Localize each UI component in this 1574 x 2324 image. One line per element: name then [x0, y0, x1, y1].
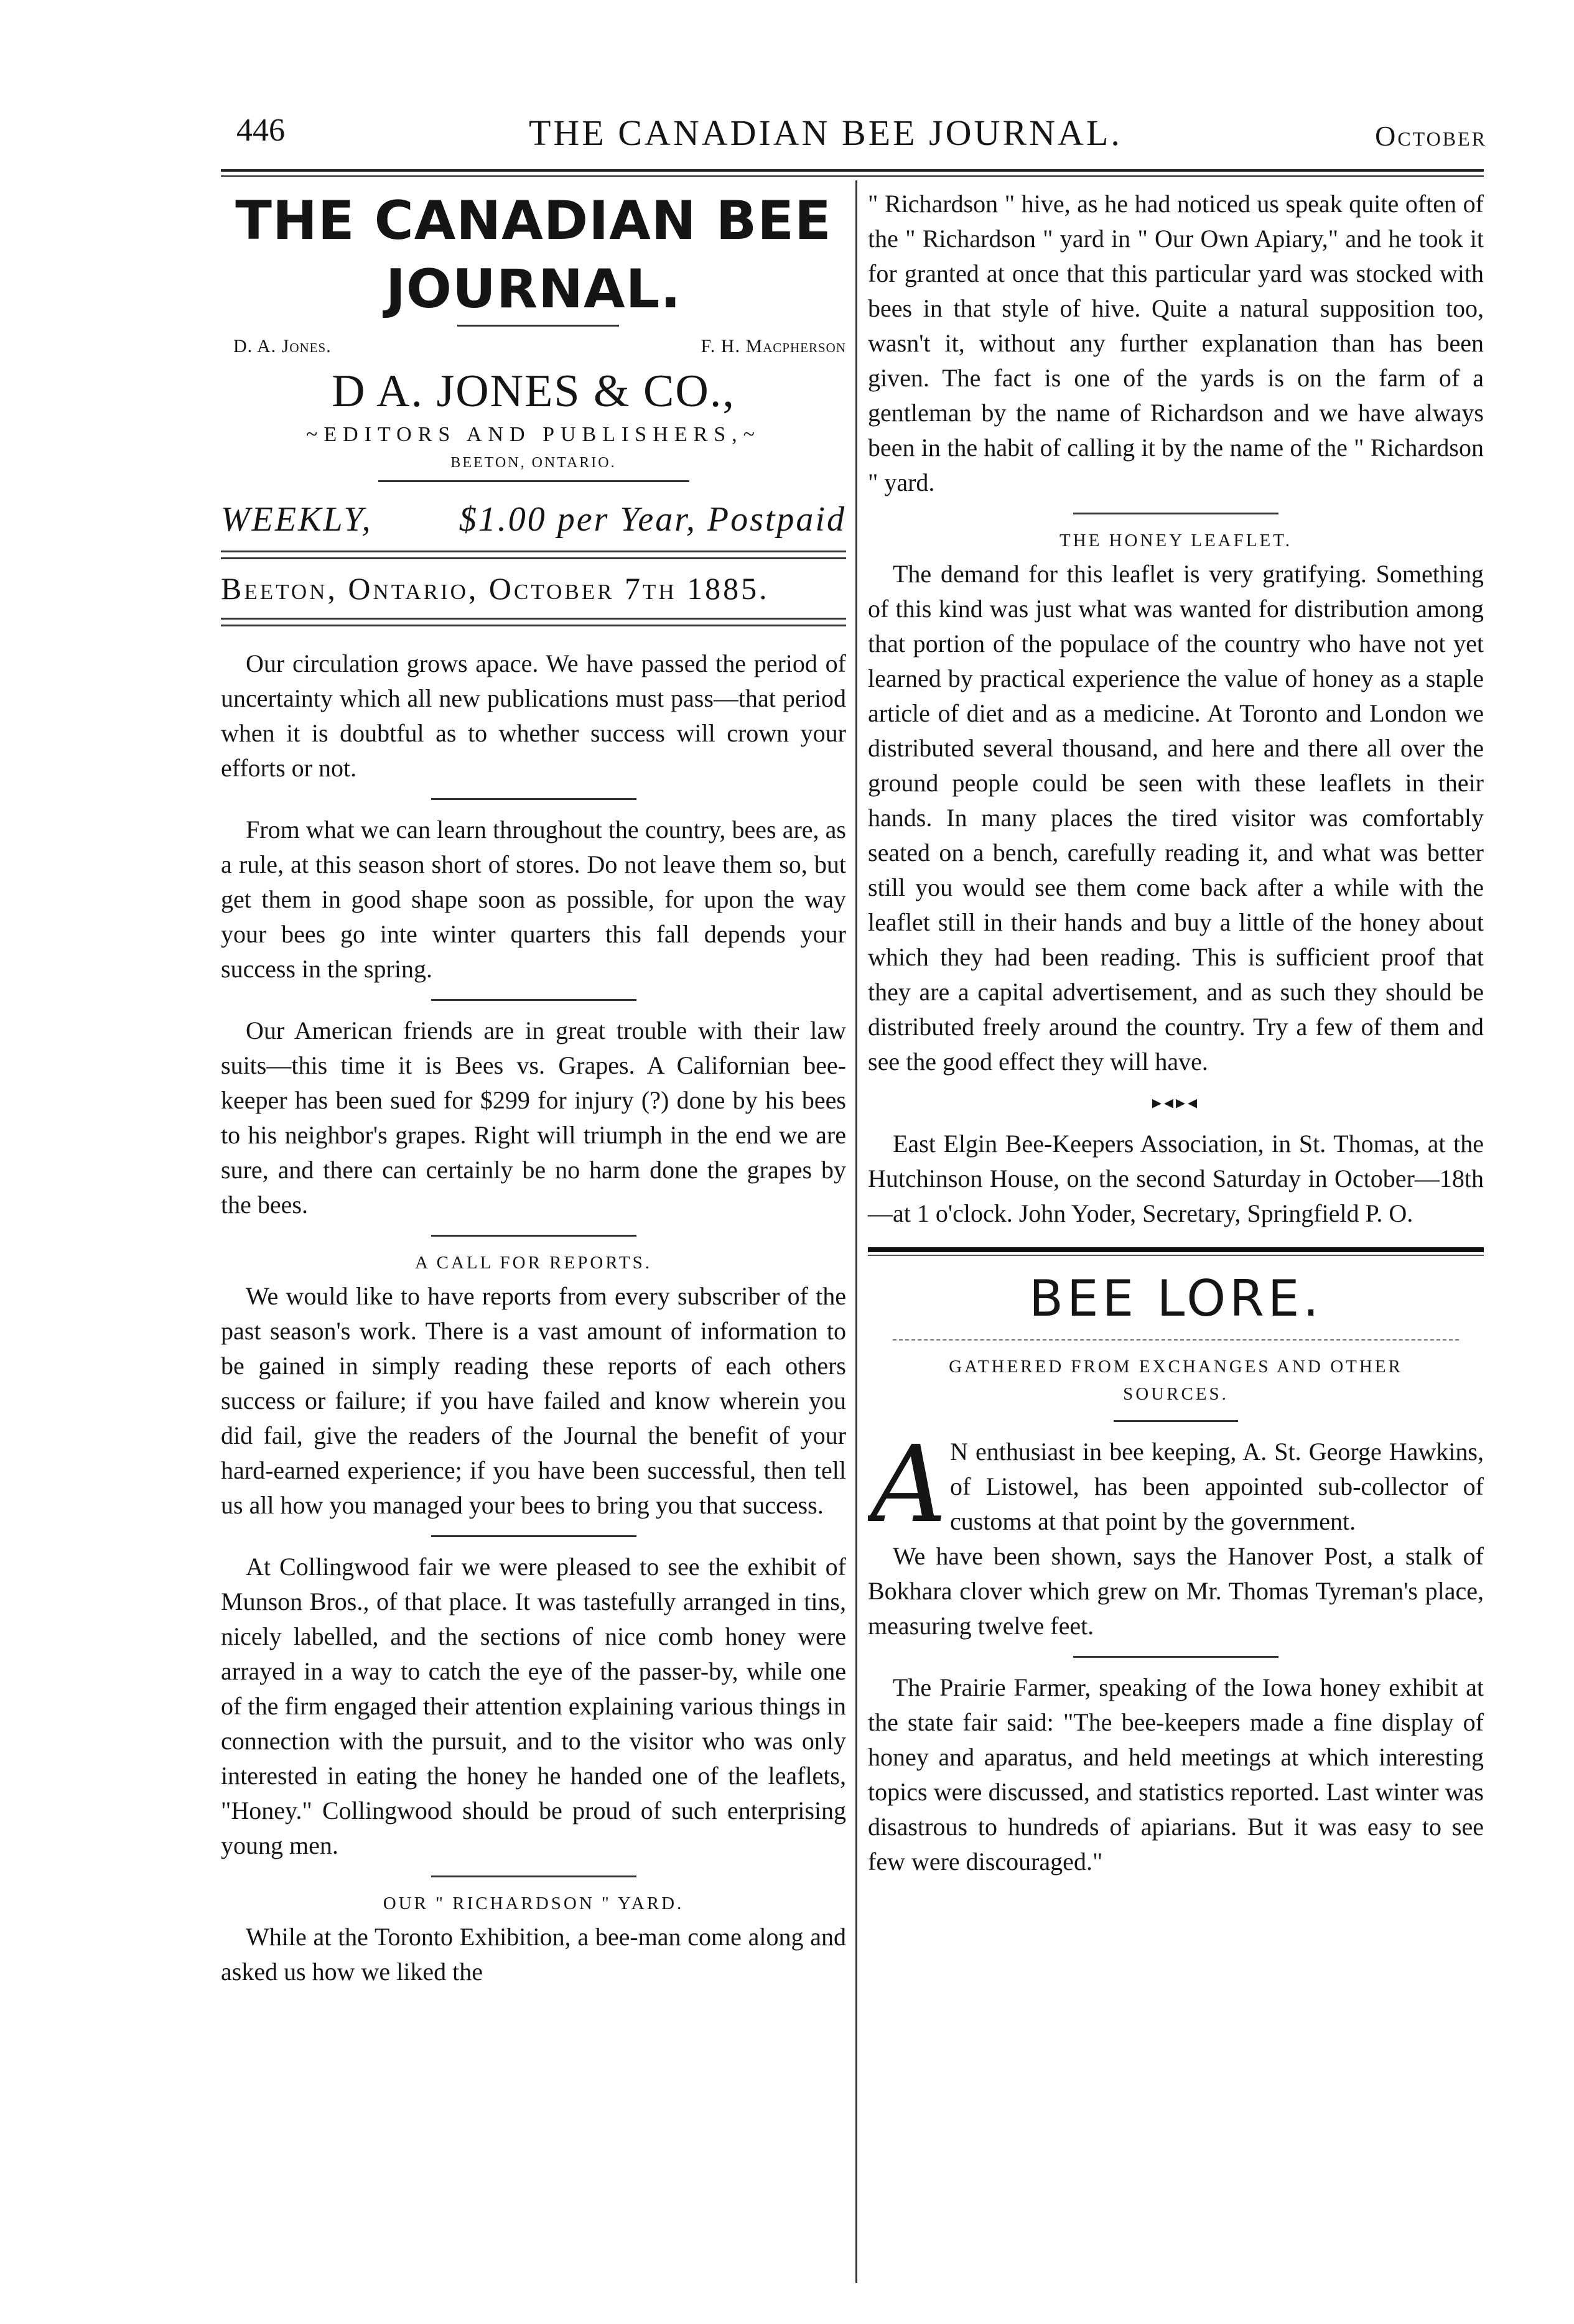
bee-lore-title: BEE LORE.: [1029, 1270, 1323, 1327]
publication-place: BEETON, ONTARIO.: [450, 455, 617, 471]
publisher-firm: D A. JONES & CO.,: [332, 366, 735, 417]
masthead-double-rule: [221, 551, 846, 559]
dateline-double-rule: [221, 618, 846, 626]
paragraph-prairie-farmer: The Prairie Farmer, speaking of the Iowa honey exhibit at the state fair said: "The bee-keepers made a fine display of honey and aparatus, and held meetings at which interesting topics were discussed, and statistics reported. Last winter was disastrous to hundreds of apiarians. But it was easy to see few were discouraged.": [868, 1673, 1484, 1875]
bee-lore-dashed-rule: [893, 1339, 1459, 1341]
bee-lore-thick-rule: [868, 1247, 1484, 1252]
paragraph-hawkins: N enthusiast in bee keeping, A. St. George Hawkins, of Listowel, has been appointed sub-collector of customs at that point by the government.: [950, 1438, 1484, 1535]
section-rule: [431, 798, 636, 800]
left-column: [221, 187, 846, 1989]
paragraph-bokhara-clover: We have been shown, says the Hanover Post, a stalk of Bokhara clover which grew on Mr. Thomas Tyreman's place, measuring twelve feet.: [868, 1542, 1484, 1640]
editor-right: F. H. Macpherson: [701, 336, 846, 356]
bee-lore-subtitle: GATHERED FROM EXCHANGES AND OTHER SOURCES.: [949, 1357, 1403, 1404]
paragraph-law-suits: Our American friends are in great trouble with their law suits—this time it is Bees vs. Grapes. A Californian bee-keeper has been sued for $299 for injury (?) done by his bees to his neighbor's grapes. Right will triumph in the end we are sure, and there can certainly be no harm done the grapes by the bees.: [221, 1016, 846, 1219]
masthead-title: THE CANADIAN BEE JOURNAL.: [235, 190, 832, 320]
drop-cap: A: [870, 1434, 947, 1539]
section-rule: [431, 1535, 636, 1537]
section-rule: [431, 1235, 636, 1237]
subscription-line: [221, 495, 846, 544]
right-column: [868, 187, 1484, 1879]
running-journal-title: THE CANADIAN BEE JOURNAL.: [529, 113, 1122, 153]
subscription-price: $1.00 per Year, Postpaid: [459, 500, 846, 539]
section-rule: [1073, 513, 1278, 514]
header-rule-thin: [221, 175, 1484, 177]
page-number: 446: [236, 113, 285, 148]
header-rule: [221, 169, 1484, 172]
heading-call-for-reports: A CALL FOR REPORTS.: [415, 1253, 652, 1273]
paragraph-toronto-exhibition: While at the Toronto Exhibition, a bee-man come along and asked us how we liked the: [221, 1923, 846, 1986]
editors-publishers-line: ~EDITORS AND PUBLISHERS,~: [305, 423, 761, 446]
bee-lore-thin-rule: [868, 1255, 1484, 1256]
paragraph-circulation: Our circulation grows apace. We have passed the period of uncertainty which all new publications must pass—that period when it is doubtful as to whether success will crown your efforts or not.: [221, 649, 846, 782]
column-divider: [855, 180, 857, 2283]
section-rule: [431, 1875, 636, 1877]
paragraph-richardson-hive: " Richardson " hive, as he had noticed us speak quite often of the " Richardson " yard in " Our Own Apiary," and he took it for granted at once that this particular yard was stocked with bees in that style of hive. Quite a natural supposition too, wasn't it, without any further explanation than has been given. The fact is one of the yards is on the farm of a gentleman by the name of Richardson and we have always been in the habit of calling it by the name of the " Richardson " yard.: [868, 190, 1484, 496]
editors-row: [221, 336, 846, 363]
heading-honey-leaflet: THE HONEY LEAFLET.: [1059, 531, 1293, 551]
running-header: [236, 112, 1487, 162]
section-rule: [431, 999, 636, 1001]
hawkins-item: [868, 1434, 1484, 1539]
section-rule: [1114, 1420, 1238, 1422]
paragraph-short-of-stores: From what we can learn throughout the country, bees are, as a rule, at this season short of stores. Do not leave them so, but get them in good shape soon as possible, for upon the way your bees go inte winter quarters this fall depends your success in the spring.: [221, 816, 846, 983]
frequency: WEEKLY,: [221, 500, 373, 539]
paragraph-honey-leaflet: The demand for this leaflet is very gratifying. Something of this kind was just what was wanted for distribution among that portion of the populace of the country who have not yet learned by practical experience the value of honey as a staple article of diet and as a medicine. At Toronto and London we distributed several thousand, and here and there all over the ground people could be seen with these leaflets in their hands. In many places the tired visitor was comfortably seated on a bench, carefully reading it, and what was better still you would see them come back after a while with the leaflet still in their hands and buy a little of the honey about which they had been reading. This is sufficient proof that they are a capital advertisement, and as such they should be distributed freely around the country. Try a few of them and see the good effect they will have.: [868, 560, 1484, 1076]
paragraph-east-elgin: East Elgin Bee-Keepers Association, in St. Thomas, at the Hutchinson House, on the second Saturday in October—18th—at 1 o'clock. John Yoder, Secretary, Springfield P. O.: [868, 1130, 1484, 1227]
editor-left: D. A. Jones.: [233, 336, 332, 356]
paragraph-collingwood-fair: At Collingwood fair we were pleased to see the exhibit of Munson Bros., of that place. It was tastefully arranged in tins, nicely labelled, and the sections of nice comb honey were arrayed in a way to catch the eye of the passer-by, while one of the firm engaged their attention explaining various things in connection with the pursuit, and to the visitor who was only interested in eating the honey he handed one of the leaflets, "Honey." Collingwood should be proud of such enterprising young men.: [221, 1553, 846, 1859]
masthead-divider: [378, 480, 689, 482]
ornament-divider: ▸◂▸◂: [1152, 1092, 1200, 1113]
section-rule: [1073, 1656, 1278, 1658]
running-month: October: [1375, 120, 1487, 152]
paragraph-call-for-reports: We would like to have reports from every subscriber of the past season's work. There is a vast amount of information to be gained in simply reading these reports of each others success or failure; if you have failed and know wherein you did fail, give the readers of the Journal the benefit of your hard-earned experience; if you have been successful, then tell us all how you managed your bees to bring you that success.: [221, 1282, 846, 1519]
dateline: Beeton, Ontario, October 7th 1885.: [221, 571, 770, 606]
heading-richardson-yard: OUR " RICHARDSON " YARD.: [383, 1894, 684, 1913]
masthead-rule: [457, 325, 619, 327]
